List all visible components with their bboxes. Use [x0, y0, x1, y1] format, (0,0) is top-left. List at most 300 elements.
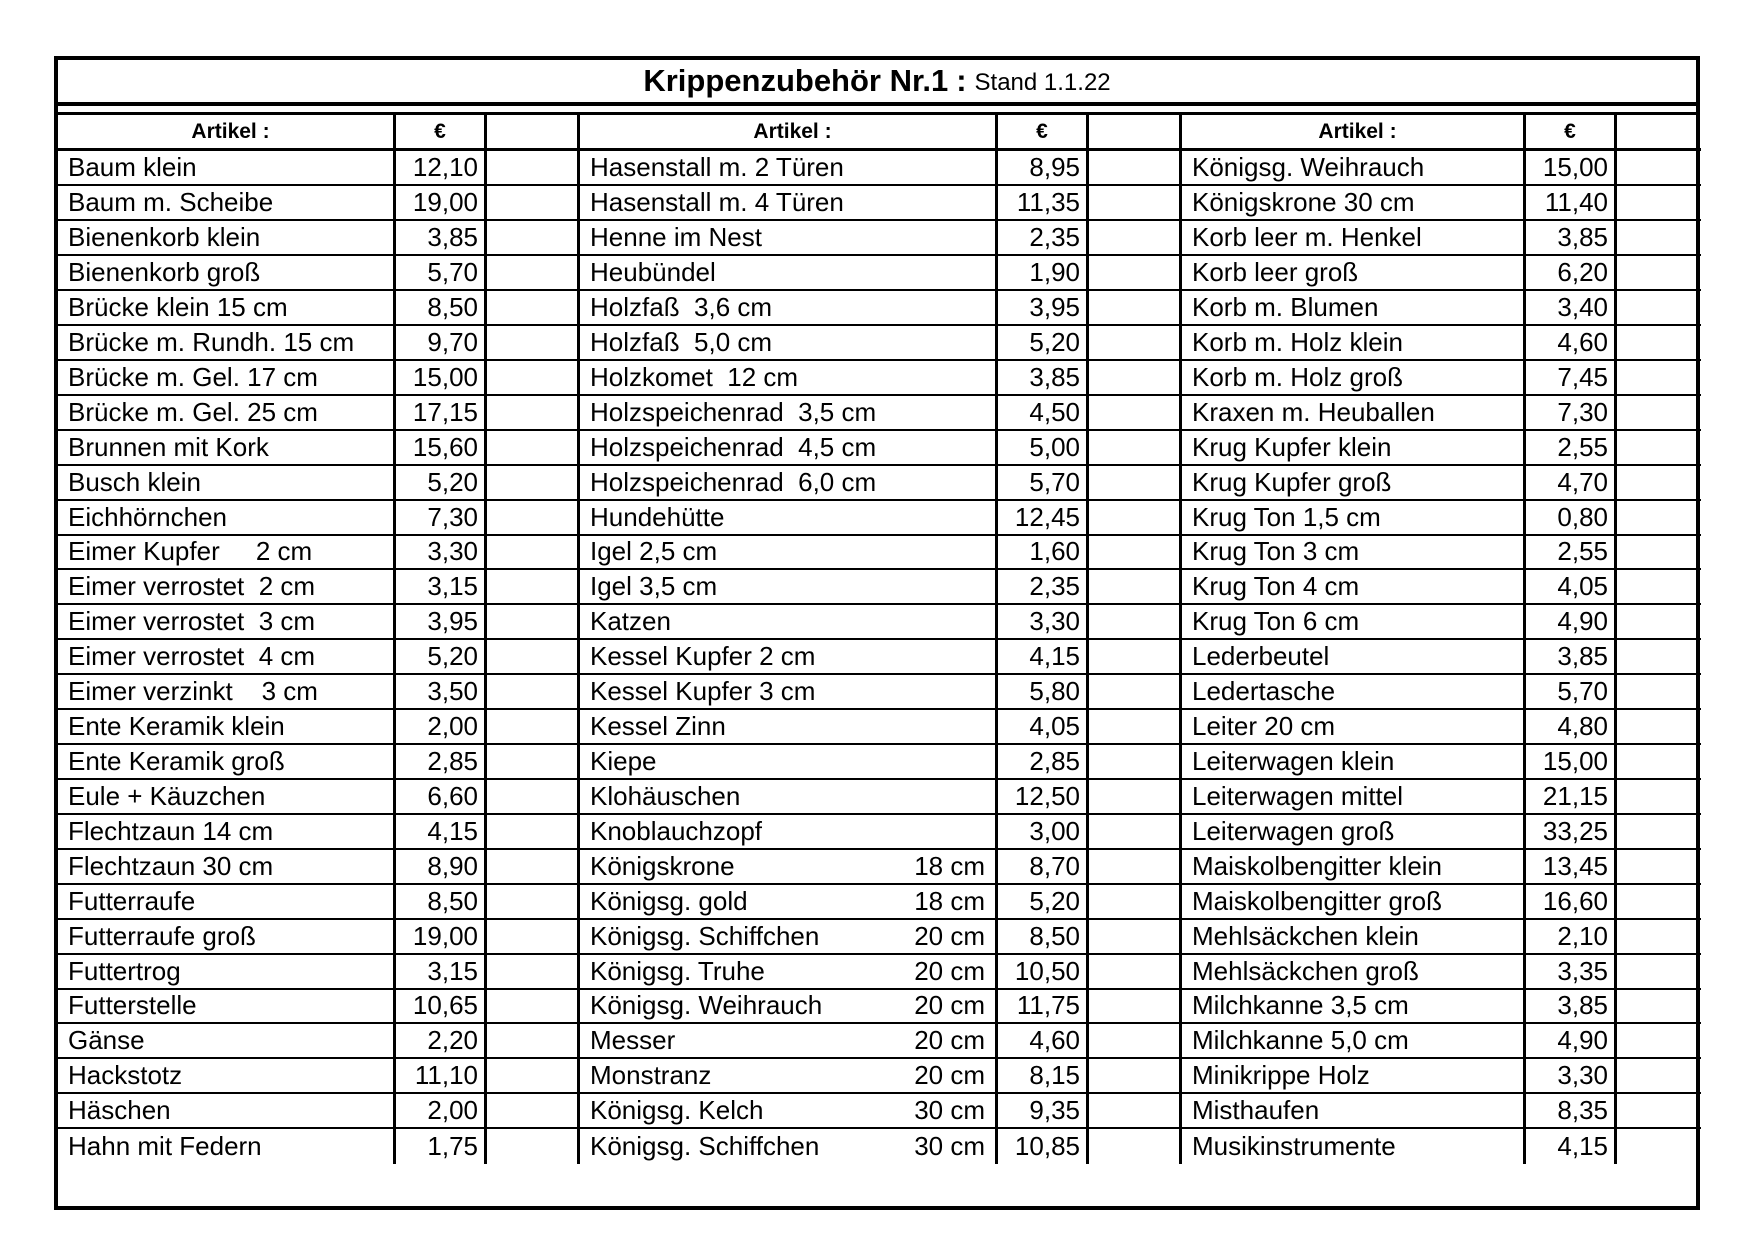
- blank-cell: [487, 780, 577, 813]
- table-row: [58, 1094, 577, 1129]
- table-row: [1182, 605, 1701, 640]
- table-row: [580, 885, 1179, 920]
- price-cell: 19,00: [396, 186, 487, 219]
- header-price: €: [998, 115, 1089, 148]
- blank-cell: [1617, 1129, 1701, 1164]
- article-cell: [1182, 1059, 1526, 1092]
- blank-cell: [1617, 570, 1701, 603]
- blank-cell: [1617, 431, 1701, 464]
- article-name: Henne im Nest: [590, 222, 762, 253]
- table-row: [580, 536, 1179, 571]
- table-row: [58, 1024, 577, 1059]
- article-cell: [1182, 850, 1526, 883]
- article-name: Hasenstall m. 2 Türen: [590, 152, 844, 183]
- table-row: [58, 815, 577, 850]
- price-cell: 3,15: [396, 570, 487, 603]
- article-cell: [58, 850, 396, 883]
- table-row: [580, 570, 1179, 605]
- blank-cell: [1089, 780, 1179, 813]
- price-cell: 8,90: [396, 850, 487, 883]
- article-name: Gänse: [68, 1025, 145, 1056]
- article-name: Königsg. gold: [590, 885, 748, 916]
- article-name: Korb leer m. Henkel: [1192, 222, 1422, 253]
- blank-cell: [487, 920, 577, 953]
- blank-cell: [487, 1024, 577, 1057]
- blank-cell: [1617, 1094, 1701, 1127]
- blank-cell: [1089, 745, 1179, 778]
- header-article: Artikel :: [580, 115, 998, 148]
- article-size: 18 cm: [914, 850, 985, 881]
- article-name: Holzkomet 12 cm: [590, 361, 799, 392]
- blank-cell: [1617, 920, 1701, 953]
- price-cell: 0,80: [1526, 501, 1617, 534]
- article-name: Korb leer groß: [1192, 257, 1359, 288]
- article-cell: [58, 1059, 396, 1092]
- column-block-1: [58, 115, 580, 1164]
- article-name: Flechtzaun 14 cm: [68, 815, 274, 846]
- article-cell: [58, 885, 396, 918]
- article-name: Ledertasche: [1192, 676, 1336, 707]
- article-cell: [1182, 326, 1526, 359]
- article-name: Eimer verrostet 4 cm: [68, 641, 316, 672]
- article-size: 20 cm: [914, 1060, 985, 1091]
- article-name: Baum m. Scheibe: [68, 187, 274, 218]
- article-cell: [58, 186, 396, 219]
- table-row: [58, 151, 577, 186]
- article-name: Krug Ton 6 cm: [1192, 606, 1360, 637]
- price-cell: 10,65: [396, 990, 487, 1023]
- price-cell: 4,80: [1526, 710, 1617, 743]
- table-row: [1182, 361, 1701, 396]
- article-size: 20 cm: [914, 955, 985, 986]
- blank-cell: [1089, 675, 1179, 708]
- article-size: 20 cm: [914, 990, 985, 1021]
- blank-cell: [1617, 640, 1701, 673]
- article-name: Kiepe: [590, 746, 657, 777]
- price-cell: 3,85: [1526, 221, 1617, 254]
- table-row: [580, 990, 1179, 1025]
- article-cell: [580, 326, 998, 359]
- table-row: [580, 1059, 1179, 1094]
- table-row: [58, 850, 577, 885]
- price-cell: 15,00: [396, 361, 487, 394]
- article-name: Misthaufen: [1192, 1095, 1320, 1126]
- article-cell: [1182, 466, 1526, 499]
- article-cell: [1182, 501, 1526, 534]
- table-row: [1182, 466, 1701, 501]
- article-name: Maiskolbengitter klein: [1192, 850, 1443, 881]
- blank-cell: [1617, 815, 1701, 848]
- article-name: Königsg. Weihrauch: [590, 990, 823, 1021]
- article-name: Futterraufe groß: [68, 920, 256, 951]
- price-cell: 12,10: [396, 151, 487, 184]
- price-cell: 2,35: [998, 570, 1089, 603]
- price-cell: 3,95: [396, 605, 487, 638]
- table-row: [580, 1024, 1179, 1059]
- article-name: Brücke klein 15 cm: [68, 292, 288, 323]
- price-cell: 6,20: [1526, 256, 1617, 289]
- table-row: [1182, 431, 1701, 466]
- article-name: Kessel Zinn: [590, 711, 726, 742]
- article-cell: [58, 151, 396, 184]
- blank-cell: [1089, 640, 1179, 673]
- table-row: [58, 361, 577, 396]
- article-name: Königsg. Schiffchen: [590, 1131, 820, 1162]
- price-cell: 8,50: [998, 920, 1089, 953]
- price-cell: 2,55: [1526, 536, 1617, 569]
- article-name: Korb m. Blumen: [1192, 292, 1379, 323]
- price-cell: 8,70: [998, 850, 1089, 883]
- price-cell: 5,20: [396, 640, 487, 673]
- article-cell: [58, 815, 396, 848]
- article-cell: [1182, 955, 1526, 988]
- blank-cell: [487, 885, 577, 918]
- table-header-row: [580, 115, 1179, 151]
- article-name: Minikrippe Holz: [1192, 1060, 1370, 1091]
- article-cell: [580, 780, 998, 813]
- blank-cell: [487, 466, 577, 499]
- table-row: [1182, 291, 1701, 326]
- table-row: [580, 326, 1179, 361]
- blank-cell: [487, 675, 577, 708]
- header-article: Artikel :: [1182, 115, 1526, 148]
- article-name: Hahn mit Federn: [68, 1131, 262, 1162]
- article-cell: [1182, 151, 1526, 184]
- table-row: [1182, 1129, 1701, 1164]
- article-cell: [58, 710, 396, 743]
- blank-cell: [1089, 151, 1179, 184]
- price-cell: 3,85: [396, 221, 487, 254]
- price-cell: 4,90: [1526, 605, 1617, 638]
- column-block-3: [1182, 115, 1701, 1164]
- article-name: Eichhörnchen: [68, 501, 227, 532]
- price-cell: 4,05: [1526, 570, 1617, 603]
- article-name: Klohäuschen: [590, 780, 741, 811]
- price-cell: 17,15: [396, 396, 487, 429]
- article-cell: [1182, 885, 1526, 918]
- table-header-row: [1182, 115, 1701, 151]
- article-name: Musikinstrumente: [1192, 1131, 1396, 1162]
- blank-cell: [1617, 151, 1701, 184]
- title-separator: :: [956, 63, 967, 98]
- price-cell: 7,45: [1526, 361, 1617, 394]
- article-name: Bienenkorb groß: [68, 257, 261, 288]
- article-name: Kessel Kupfer 2 cm: [590, 641, 816, 672]
- price-cell: 2,10: [1526, 920, 1617, 953]
- price-cell: 4,05: [998, 710, 1089, 743]
- table-row: [1182, 536, 1701, 571]
- table-row: [1182, 640, 1701, 675]
- blank-cell: [487, 151, 577, 184]
- article-cell: [1182, 256, 1526, 289]
- blank-cell: [1089, 710, 1179, 743]
- article-name: Knoblauchzopf: [590, 815, 763, 846]
- table-row: [58, 885, 577, 920]
- article-cell: [58, 1129, 396, 1164]
- blank-cell: [487, 570, 577, 603]
- table-row: [1182, 990, 1701, 1025]
- article-name: Hundehütte: [590, 501, 725, 532]
- article-size: 30 cm: [914, 1131, 985, 1162]
- article-cell: [58, 431, 396, 464]
- table-row: [580, 640, 1179, 675]
- table-row: [1182, 1059, 1701, 1094]
- blank-cell: [487, 536, 577, 569]
- price-cell: 3,85: [998, 361, 1089, 394]
- article-name: Königsg. Weihrauch: [1192, 152, 1425, 183]
- table-row: [1182, 1094, 1701, 1129]
- table-row: [58, 675, 577, 710]
- table-row: [580, 501, 1179, 536]
- blank-cell: [1089, 990, 1179, 1023]
- table-row: [1182, 850, 1701, 885]
- price-cell: 5,70: [998, 466, 1089, 499]
- price-cell: 3,30: [998, 605, 1089, 638]
- price-cell: 2,55: [1526, 431, 1617, 464]
- blank-cell: [1089, 186, 1179, 219]
- article-name: Brücke m. Gel. 25 cm: [68, 396, 318, 427]
- price-cell: 12,45: [998, 501, 1089, 534]
- price-cell: 2,20: [396, 1024, 487, 1057]
- article-name: Katzen: [590, 606, 671, 637]
- price-cell: 21,15: [1526, 780, 1617, 813]
- blank-cell: [1617, 326, 1701, 359]
- article-cell: [1182, 780, 1526, 813]
- price-cell: 9,70: [396, 326, 487, 359]
- article-cell: [1182, 361, 1526, 394]
- table-row: [1182, 920, 1701, 955]
- price-cell: 11,10: [396, 1059, 487, 1092]
- header-article: Artikel :: [58, 115, 396, 148]
- article-name: Lederbeutel: [1192, 641, 1330, 672]
- header-divider: [58, 106, 1696, 115]
- table-row: [1182, 955, 1701, 990]
- price-cell: 10,85: [998, 1129, 1089, 1164]
- article-name: Holzspeichenrad 6,0 cm: [590, 466, 877, 497]
- article-name: Holzspeichenrad 4,5 cm: [590, 431, 877, 462]
- table-row: [1182, 675, 1701, 710]
- price-cell: 5,20: [998, 885, 1089, 918]
- article-cell: [1182, 710, 1526, 743]
- article-name: Maiskolbengitter groß: [1192, 885, 1442, 916]
- price-cell: 3,15: [396, 955, 487, 988]
- article-name: Krug Kupfer groß: [1192, 466, 1392, 497]
- article-cell: [58, 955, 396, 988]
- price-cell: 7,30: [396, 501, 487, 534]
- table-row: [1182, 396, 1701, 431]
- blank-cell: [1617, 745, 1701, 778]
- article-name: Ente Keramik groß: [68, 746, 285, 777]
- article-cell: [580, 815, 998, 848]
- article-name: Krug Ton 4 cm: [1192, 571, 1360, 602]
- article-name: Königskrone 30 cm: [1192, 187, 1415, 218]
- article-cell: [1182, 536, 1526, 569]
- article-cell: [580, 1059, 998, 1092]
- table-row: [580, 920, 1179, 955]
- blank-cell: [1617, 710, 1701, 743]
- blank-cell: [1617, 780, 1701, 813]
- price-cell: 2,85: [396, 745, 487, 778]
- blank-cell: [1089, 326, 1179, 359]
- blank-cell: [1089, 221, 1179, 254]
- table-row: [58, 291, 577, 326]
- blank-cell: [1617, 256, 1701, 289]
- article-name: Leiterwagen klein: [1192, 746, 1395, 777]
- price-cell: 8,95: [998, 151, 1089, 184]
- blank-cell: [487, 745, 577, 778]
- blank-cell: [1617, 990, 1701, 1023]
- article-name: Königsg. Truhe: [590, 955, 765, 986]
- article-name: Holzfaß 3,6 cm: [590, 292, 773, 323]
- price-cell: 3,30: [1526, 1059, 1617, 1092]
- table-row: [580, 955, 1179, 990]
- price-cell: 19,00: [396, 920, 487, 953]
- article-name: Mehlsäckchen groß: [1192, 955, 1419, 986]
- article-name: Korb m. Holz klein: [1192, 326, 1403, 357]
- article-name: Brücke m. Rundh. 15 cm: [68, 326, 355, 357]
- table-row: [1182, 780, 1701, 815]
- price-cell: 5,20: [396, 466, 487, 499]
- article-cell: [58, 675, 396, 708]
- blank-cell: [487, 1094, 577, 1127]
- blank-cell: [1617, 675, 1701, 708]
- article-name: Krug Ton 3 cm: [1192, 536, 1360, 567]
- article-name: Futterstelle: [68, 990, 197, 1021]
- article-cell: [1182, 1129, 1526, 1164]
- article-cell: [1182, 640, 1526, 673]
- table-row: [1182, 221, 1701, 256]
- table-row: [580, 710, 1179, 745]
- table-row: [58, 605, 577, 640]
- table-row: [58, 221, 577, 256]
- article-name: Hasenstall m. 4 Türen: [590, 187, 844, 218]
- article-name: Bienenkorb klein: [68, 222, 261, 253]
- table-row: [1182, 745, 1701, 780]
- price-cell: 13,45: [1526, 850, 1617, 883]
- price-cell: 11,35: [998, 186, 1089, 219]
- table-row: [58, 256, 577, 291]
- article-size: 30 cm: [914, 1095, 985, 1126]
- article-name: Holzfaß 5,0 cm: [590, 326, 773, 357]
- table-row: [1182, 256, 1701, 291]
- article-cell: [58, 326, 396, 359]
- price-cell: 11,40: [1526, 186, 1617, 219]
- blank-cell: [1089, 815, 1179, 848]
- article-cell: [580, 1094, 998, 1127]
- table-row: [58, 536, 577, 571]
- document-date: Stand 1.1.22: [974, 69, 1111, 96]
- price-cell: 33,25: [1526, 815, 1617, 848]
- blank-cell: [487, 815, 577, 848]
- price-cell: 8,15: [998, 1059, 1089, 1092]
- article-cell: [1182, 920, 1526, 953]
- article-name: Milchkanne 3,5 cm: [1192, 990, 1409, 1021]
- article-cell: [580, 640, 998, 673]
- article-cell: [580, 256, 998, 289]
- price-cell: 9,35: [998, 1094, 1089, 1127]
- price-cell: 4,60: [998, 1024, 1089, 1057]
- blank-cell: [1089, 885, 1179, 918]
- table-row: [580, 221, 1179, 256]
- blank-cell: [487, 640, 577, 673]
- price-cell: 4,15: [998, 640, 1089, 673]
- table-row: [58, 710, 577, 745]
- price-cell: 16,60: [1526, 885, 1617, 918]
- price-cell: 3,00: [998, 815, 1089, 848]
- article-cell: [580, 850, 998, 883]
- blank-cell: [1089, 920, 1179, 953]
- article-cell: [580, 291, 998, 324]
- price-cell: 3,85: [1526, 640, 1617, 673]
- blank-cell: [487, 710, 577, 743]
- article-name: Krug Kupfer klein: [1192, 431, 1392, 462]
- article-cell: [1182, 221, 1526, 254]
- price-cell: 8,50: [396, 885, 487, 918]
- article-cell: [58, 1094, 396, 1127]
- price-cell: 15,60: [396, 431, 487, 464]
- article-cell: [580, 1129, 998, 1164]
- price-cell: 3,35: [1526, 955, 1617, 988]
- price-cell: 5,80: [998, 675, 1089, 708]
- price-cell: 4,60: [1526, 326, 1617, 359]
- article-cell: [580, 186, 998, 219]
- header-price: €: [1526, 115, 1617, 148]
- blank-cell: [1089, 361, 1179, 394]
- article-cell: [580, 396, 998, 429]
- article-cell: [1182, 990, 1526, 1023]
- table-row: [580, 1129, 1179, 1164]
- table-row: [580, 396, 1179, 431]
- column-block-2: [580, 115, 1182, 1164]
- blank-cell: [487, 186, 577, 219]
- article-cell: [1182, 745, 1526, 778]
- blank-cell: [1617, 1024, 1701, 1057]
- article-cell: [58, 396, 396, 429]
- article-cell: [58, 221, 396, 254]
- document-title: Krippenzubehör Nr.1: [643, 63, 949, 98]
- article-name: Busch klein: [68, 466, 201, 497]
- blank-cell: [1089, 605, 1179, 638]
- article-name: Häschen: [68, 1095, 171, 1126]
- price-cell: 4,15: [396, 815, 487, 848]
- blank-cell: [1617, 221, 1701, 254]
- table-row: [580, 186, 1179, 221]
- article-cell: [1182, 815, 1526, 848]
- header-blank: [487, 115, 577, 148]
- table-row: [58, 1129, 577, 1164]
- article-cell: [58, 291, 396, 324]
- price-cell: 3,50: [396, 675, 487, 708]
- article-name: Kraxen m. Heuballen: [1192, 396, 1435, 427]
- article-cell: [58, 640, 396, 673]
- blank-cell: [1617, 1059, 1701, 1092]
- article-name: Eimer verzinkt 3 cm: [68, 676, 318, 707]
- table-row: [580, 256, 1179, 291]
- article-cell: [580, 955, 998, 988]
- article-cell: [580, 1024, 998, 1057]
- article-cell: [1182, 675, 1526, 708]
- article-name: Igel 3,5 cm: [590, 571, 718, 602]
- article-cell: [580, 710, 998, 743]
- price-cell: 8,35: [1526, 1094, 1617, 1127]
- table-row: [58, 186, 577, 221]
- blank-cell: [487, 501, 577, 534]
- article-name: Leiterwagen groß: [1192, 815, 1395, 846]
- article-cell: [1182, 431, 1526, 464]
- article-cell: [58, 466, 396, 499]
- price-cell: 7,30: [1526, 396, 1617, 429]
- article-name: Leiterwagen mittel: [1192, 780, 1403, 811]
